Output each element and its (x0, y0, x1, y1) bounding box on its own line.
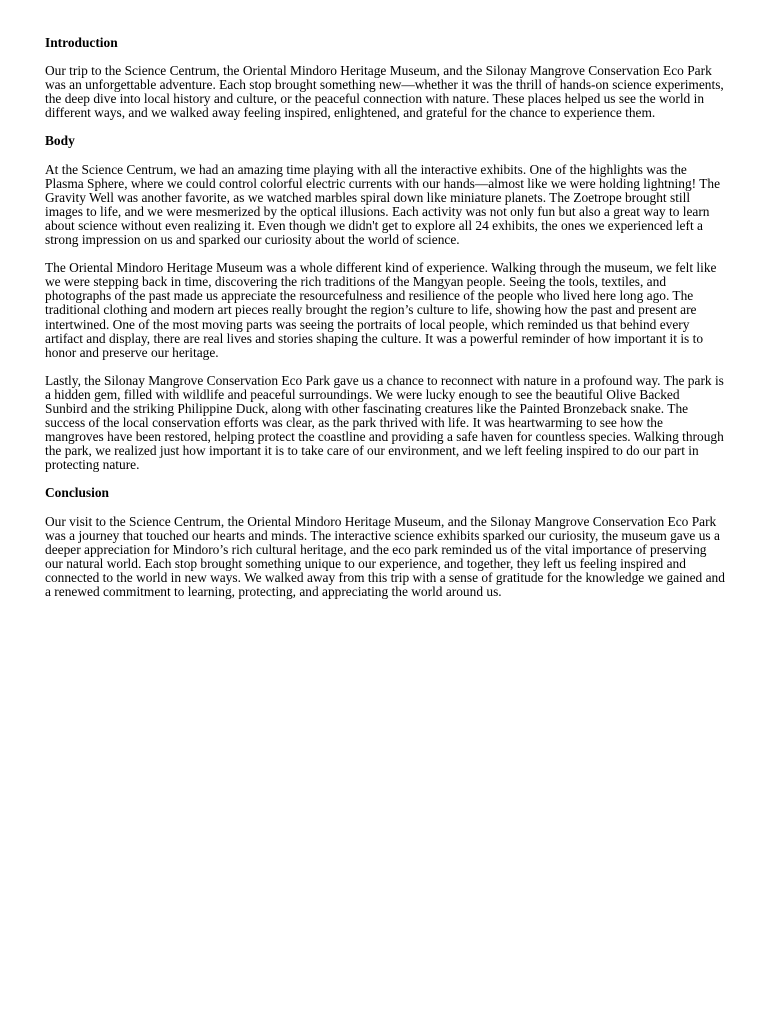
body-paragraph-eco-park: Lastly, the Silonay Mangrove Conservation Eco Park gave us a chance to reconnect with nature in a profound way. The park is a hidden gem, filled with wildlife and peaceful surroundings. We were lucky enough to see the beautiful Olive Backed Sunbird and the striking Philippine Duck, along with other fascinating creatures like the Painted Bronzeback snake. The success of the local conservation efforts was clear, as the park thrived with life. It was heartwarming to see how the mangroves have been restored, helping protect the coastline and providing a safe haven for countless species. Walking through the park, we realized just how important it is to take care of our environment, and we left feeling inspired to do our part in protecting nature. (45, 372, 724, 473)
introduction-heading: Introduction (45, 35, 118, 50)
conclusion-heading: Conclusion (45, 485, 109, 501)
body-paragraph-heritage-museum: The Oriental Mindoro Heritage Museum was a whole different kind of experience. Walking through the museum, we felt like we were stepping back in time, discovering the rich traditions of the Mangyan people. Seeing the tools, textiles, and photographs of the past made us appreciate the resourcefulness and resilience of the people who lived here long ago. The traditional clothing and modern art pieces really brought the region’s culture to life, showing how the past and present are intertwined. One of the most moving parts was seeing the portraits of local people, which reminded us that behind every artifact and display, there are real lives and stories shaping the culture. It was a powerful reminder of how important it is to honor and preserve our heritage. (45, 260, 717, 360)
body-paragraph-science-centrum: At the Science Centrum, we had an amazing time playing with all the interactive exhibits. One of the highlights was the Plasma Sphere, where we could control colorful electric currents with our hands—almost like we were holding lightning! The Gravity Well was another favorite, as we watched marbles spiral down like miniature planets. The Zoetrope brought still images to life, and we were mesmerized by the optical illusions. Each activity was not only fun but also a great way to learn about science without even realizing it. Even though we didn't get to explore all 24 exhibits, the ones we experienced left a strong impression on us and sparked our curiosity about the world of science. (45, 161, 721, 248)
body-heading: Body (45, 133, 75, 149)
introduction-section (45, 36, 725, 120)
introduction-paragraph: Our trip to the Science Centrum, the Oriental Mindoro Heritage Museum, and the Silonay Mangrove Conservation Eco Park was an unforgettable adventure. Each stop brought something new—whether it was the thrill of hands-on science experiments, the deep dive into local history and culture, or the peaceful connection with nature. These places helped us see the world in different ways, and we walked away feeling inspired, enlightened, and grateful for the chance to experience them. (45, 63, 724, 121)
body-section (45, 134, 725, 472)
conclusion-paragraph: Our visit to the Science Centrum, the Oriental Mindoro Heritage Museum, and the Silonay Mangrove Conservation Eco Park was a journey that touched our hearts and minds. The interactive science exhibits sparked our curiosity, the museum gave us a deeper appreciation for Mindoro’s rich cultural heritage, and the eco park reminded us of the vital importance of preserving our natural world. Each stop brought something unique to our experience, and together, they left us feeling inspired and connected to the world in new ways. We walked away from this trip with a sense of gratitude for the knowledge we gained and a renewed commitment to learning, protecting, and appreciating the world around us. (45, 513, 725, 599)
document-page (45, 36, 725, 613)
conclusion-section (45, 486, 725, 599)
